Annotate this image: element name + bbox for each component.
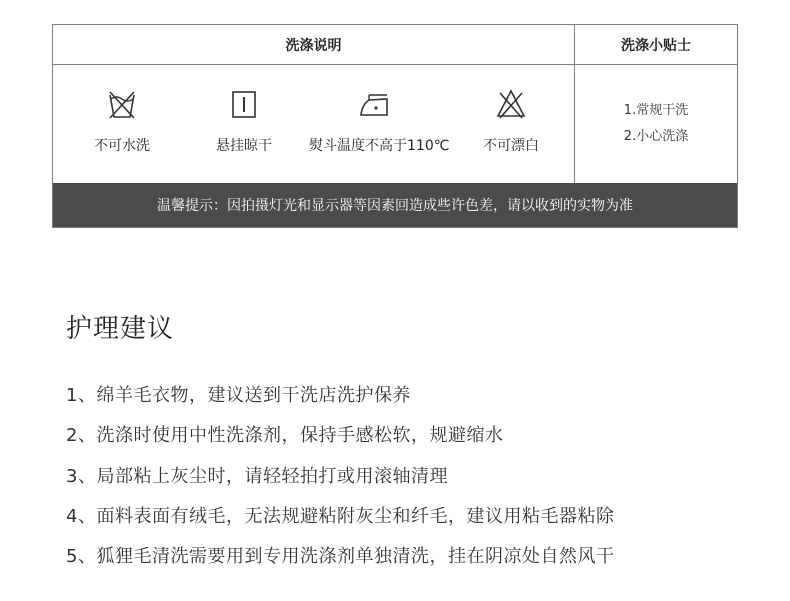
care-item-no-water-wash — [57, 65, 187, 183]
care-label: 熨斗温度不高于110℃ — [309, 138, 450, 154]
care-symbols-row — [53, 65, 575, 183]
care-instructions-table — [52, 24, 738, 228]
care-item-hang-dry — [179, 65, 309, 183]
list-item: 5、狐狸毛清洗需要用到专用洗涤剂单独清洗，挂在阴凉处自然风干 — [66, 546, 615, 568]
care-label: 不可漂白 — [483, 138, 539, 154]
wash-instructions-header: 洗涤说明 — [53, 25, 575, 65]
tip-item: 1.常规干洗 — [623, 103, 689, 118]
list-item: 1、绵羊毛衣物，建议送到干洗店洗护保养 — [66, 385, 411, 406]
list-item: 4、面料表面有绒毛，无法规避粘附灰尘和纤毛，建议用粘毛器粘除 — [66, 505, 615, 527]
list-item: 3、局部粘上灰尘时，请轻轻拍打或用滚轴清理 — [66, 465, 448, 487]
no-bleach-icon — [496, 87, 526, 121]
hang-dry-icon — [230, 87, 258, 121]
care-advice-title: 护理建议 — [66, 314, 175, 344]
iron-icon — [357, 87, 391, 121]
list-item: 2、洗涤时使用中性洗涤剂，保持手感松软，规避缩水 — [66, 425, 504, 447]
care-item-no-bleach — [446, 65, 576, 183]
care-item-iron — [309, 65, 450, 183]
wash-tips-header: 洗涤小贴士 — [575, 25, 737, 65]
care-advice-list — [66, 376, 614, 577]
no-water-wash-icon — [107, 87, 137, 121]
care-label: 不可水洗 — [94, 138, 150, 154]
tip-item: 2.小心洗涤 — [623, 129, 689, 144]
care-label: 悬挂晾干 — [216, 138, 272, 154]
color-notice-banner: 温馨提示：因拍摄灯光和显示器等因素回造成些许色差，请以收到的实物为准 — [53, 183, 737, 227]
wash-tips — [575, 65, 737, 183]
